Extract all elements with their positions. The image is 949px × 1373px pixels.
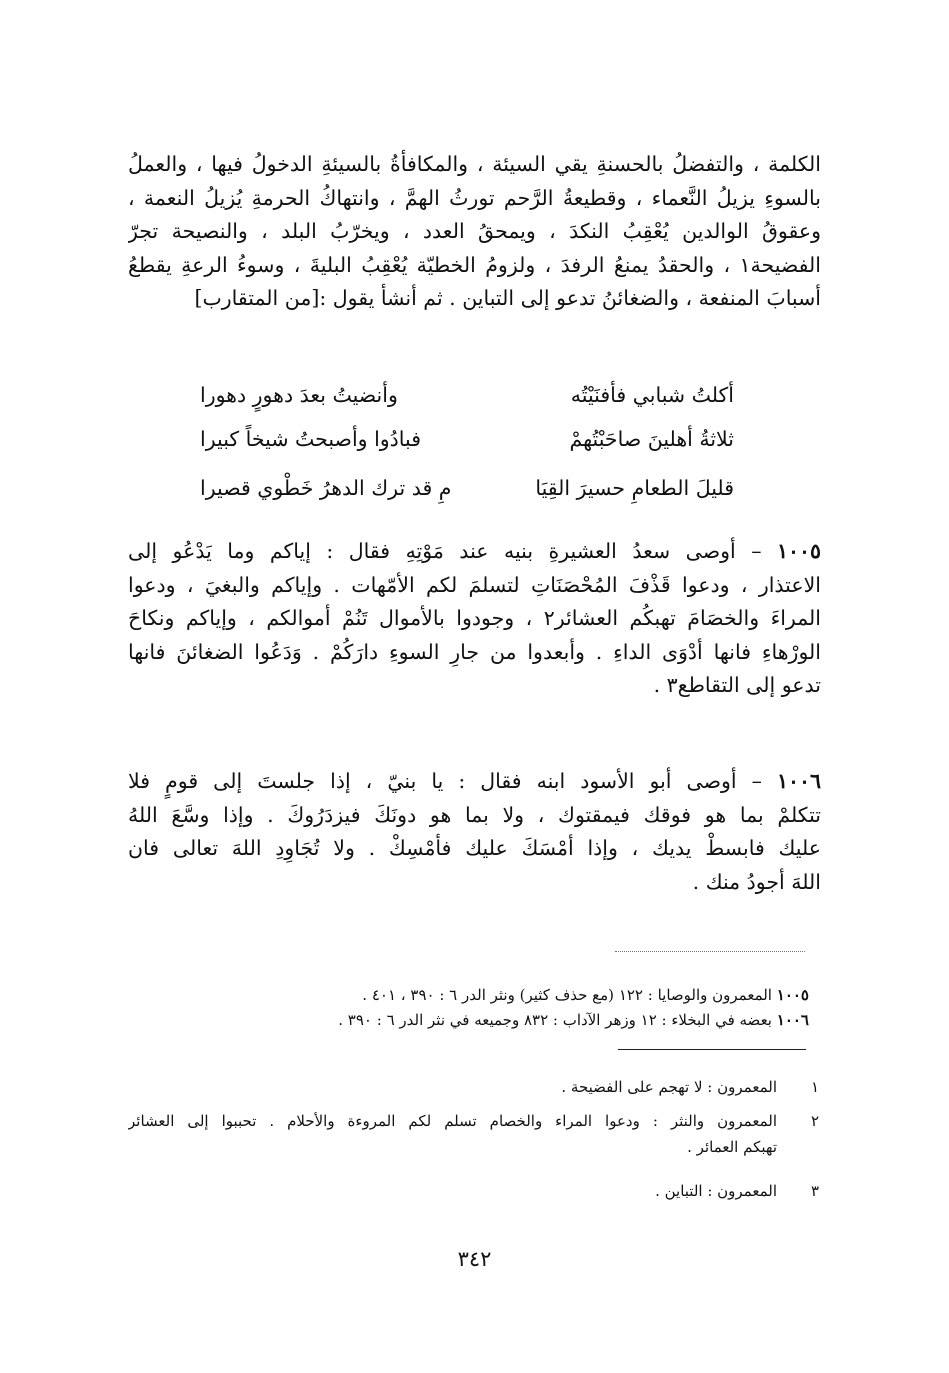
verse-hemistich-left: مِ قد ترك الدهرُ خَطْوي قصيرا (200, 476, 452, 500)
footnote-number: ٢ (810, 1112, 819, 1130)
footnote-separator (618, 1049, 806, 1050)
text-line: اللهَ أجودُ منك . (692, 869, 821, 894)
source-1005 (200, 983, 809, 1007)
source-number: ١٠٠٦ (776, 1011, 809, 1029)
footnote-text: المعمرون : لا تهجم على الفضيحة . (561, 1078, 777, 1096)
text-line: عليك فابسطْ يديك ، وإذا أمْسَكَ عليك فأمْسِكْ . ولا تُجَاوِدِ اللهَ تعالى فان (128, 836, 821, 860)
dotted-separator (615, 951, 805, 952)
item-number: ١٠٠٥ (776, 539, 821, 563)
footnote-text: تهبكم العمائر . (687, 1138, 777, 1156)
text-line: الفضيحة١ ، والحقدُ يمنعُ الرفدَ ، ولزومُ الخطيّة يُعْقِبُ البليةَ ، وسوءُ الرعةِ يقطعُ (128, 252, 821, 277)
verse-hemistich-right: قليلَ الطعامِ حسيرَ القِيَا (535, 476, 734, 500)
footnote-3 (128, 1178, 819, 1204)
paragraph-1005 (128, 535, 821, 703)
text-line: تتكلمْ بما هو فوقك فيمقتوك ، ولا بما هو دونَكَ فيزدَرُوكَ . وإذا وسَّعَ اللهُ (128, 802, 821, 827)
text-line: بالسوءِ يزيلُ النَّعماء ، وقطيعةُ الرَّحم تورثُ الهمَّ ، وانتهاكُ الحرمةِ يُزيلُ النعمة ، (128, 185, 821, 210)
footnote-2 (128, 1108, 819, 1160)
text-line: وعقوقُ الوالدين يُعْقِبُ النكدَ ، ويمحقُ العدد ، ويخرّبُ البلد ، والنصيحة تجرّ (128, 219, 821, 243)
paragraph-1006 (128, 765, 821, 899)
footnote-number: ٣ (810, 1182, 819, 1200)
paragraph-continuation (128, 148, 821, 316)
text-line: تدعو إلى التقاطع٣ . (653, 673, 821, 697)
item-number: ١٠٠٦ (776, 769, 821, 793)
source-text: المعمرون والوصايا : ١٢٢ (مع حذف كثير) ونثر الدر ٦ : ٣٩٠ ، ٤٠١ . (362, 986, 772, 1004)
text-line: الاعتذار ، ودعوا قَذْفَ المُحْصَنَاتِ لتسلمَ لكم الأمّهات . وإياكم والبغيَ ، ودعوا (128, 572, 821, 597)
footnote-number: ١ (810, 1078, 819, 1096)
verse-line-2 (200, 424, 734, 454)
text-line: الورْهاءِ فانها أدْوَى الداءِ . وأبعدوا من جارِ السوءِ دارَكُمْ . وَدَعُوا الضغائنَ فانها (128, 639, 821, 664)
source-text: بعضه في البخلاء : ١٢ وزهر الآداب : ٨٣٢ وجميعه في نثر الدر ٦ : ٣٩٠ . (338, 1011, 772, 1029)
text-line: الكلمة ، والتفضلُ بالحسنةِ يقي السيئة ، والمكافأةُ بالسيئةِ الدخولُ فيها ، والعملُ (128, 152, 821, 176)
verse-line-1 (200, 380, 734, 410)
verse-hemistich-left: فبادُوا وأصبحتُ شيخاً كبيرا (200, 427, 422, 451)
text-line: أسبابَ المنفعة ، والضغائنُ تدعو إلى التباين . ثم أنشأ يقول :[من المتقارب] (194, 286, 821, 310)
footnote-text: المعمرون : التباين . (655, 1182, 777, 1200)
source-1006 (200, 1008, 809, 1032)
source-number: ١٠٠٥ (776, 986, 809, 1004)
text-line: ١٠٠٥ – أوصى سعدُ العشيرةِ بنيه عند مَوْتِهِ فقال : إياكم وما يَدْعُو إلى (128, 539, 821, 563)
text-line: المراءَ والخصَامَ تهبكُم العشائر٢ ، وجودوا بالأموال تَنُمْ أموالكم ، وإياكم ونكاحَ (128, 606, 821, 630)
verse-hemistich-right: ثلاثةُ أهلينَ صاحَبْتُهمْ (569, 427, 734, 451)
verse-line-3 (200, 473, 734, 503)
footnote-text: المعمرون والنثر : ودعوا المراء والخصام تسلم لكم المروءة والأحلام . تحببوا إلى العشائر (128, 1112, 777, 1130)
text-line: ١٠٠٦ – أوصى أبو الأسود ابنه فقال : يا بنيّ ، إذا جلستَ إلى قومٍ فلا (128, 769, 821, 793)
verse-hemistich-left: وأنضيتُ بعدَ دهورٍ دهورا (200, 383, 398, 407)
footnote-1 (128, 1074, 819, 1100)
page-number: ٣٤٢ (457, 1247, 492, 1271)
verse-hemistich-right: أكلتُ شبابي فأفنَيْتُه (570, 383, 734, 407)
